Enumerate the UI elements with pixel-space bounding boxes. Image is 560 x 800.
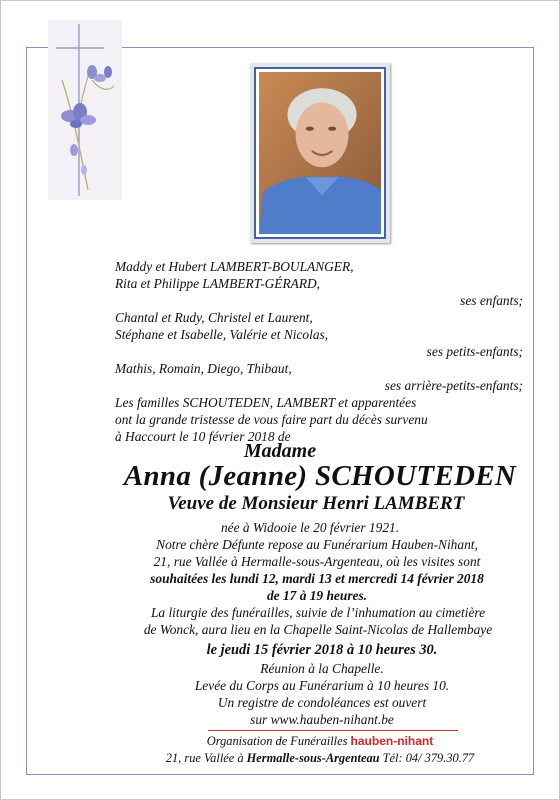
register-line-1: Un registre de condoléances est ouvert: [217, 695, 427, 710]
families-line-3: à Haccourt le 10 février 2018 de: [115, 429, 291, 444]
footer-brand: hauben-nihant: [350, 734, 434, 748]
family-children-line-1: Maddy et Hubert LAMBERT-BOULANGER,: [115, 259, 354, 274]
grandchildren-role: ses petits-enfants;: [426, 344, 523, 359]
portrait-photo: [259, 72, 381, 234]
families-line-1: Les familles SCHOUTEDEN, LAMBERT et apparentées: [115, 395, 417, 410]
rest-line-1: Notre chère Défunte repose au Funérarium Hauben-Nihant,: [156, 537, 478, 552]
greatgrandchildren-line-1: Mathis, Romain, Diego, Thibaut,: [115, 361, 292, 376]
greatgrandchildren-role: ses arrière-petits-enfants;: [384, 378, 523, 393]
liturgy-line-2: de Wonck, aura lieu en la Chapelle Saint-Nicolas de Hallembaye: [143, 622, 493, 637]
footer-phone: Tél: 04/ 379.30.77: [382, 751, 475, 765]
footer-address: [0, 751, 560, 766]
grandchildren-line-2: Stéphane et Isabelle, Valérie et Nicolas,: [115, 327, 329, 342]
portrait-photo-frame: [254, 67, 386, 239]
deceased-widow-of: Veuve de Monsieur Henri LAMBERT: [167, 493, 465, 514]
funeral-date: le jeudi 15 février 2018 à 10 heures 30.: [206, 642, 438, 658]
liturgy-line-1: La liturgie des funérailles, suivie de l’inhumation au cimetière: [150, 605, 486, 620]
footer-organisation-label: Organisation de Funérailles: [206, 734, 348, 748]
deceased-born: née à Widooie le 20 février 1921.: [220, 520, 400, 535]
deceased-title: Madame: [243, 440, 317, 462]
register-line-2: sur www.hauben-nihant.be: [250, 712, 394, 727]
footer-address-prefix: 21, rue Vallée à: [165, 751, 244, 765]
footer-organisation: [0, 734, 560, 749]
grandchildren-line-1: Chantal et Rudy, Christel et Laurent,: [115, 310, 313, 325]
deceased-name: Anna (Jeanne) SCHOUTEDEN: [123, 460, 517, 492]
family-children-line-2: Rita et Philippe LAMBERT-GÉRARD,: [115, 276, 321, 291]
families-line-2: ont la grande tristesse de vous faire part du décès survenu: [115, 412, 428, 427]
footer-divider: [208, 730, 458, 731]
visits-line-2: de 17 à 19 heures.: [266, 588, 368, 603]
departure-line: Levée du Corps au Funérarium à 10 heures 10.: [194, 678, 450, 693]
visits-line-1: souhaitées les lundi 12, mardi 13 et mercredi 14 février 2018: [150, 571, 484, 586]
portrait-photo-mat: [250, 63, 390, 243]
meeting-line: Réunion à la Chapelle.: [260, 661, 384, 676]
footer-address-town: Hermalle-sous-Argenteau: [246, 751, 380, 765]
children-role: ses enfants;: [460, 293, 523, 308]
cross-flower-decoration: [48, 20, 122, 200]
rest-line-2: 21, rue Vallée à Hermalle-sous-Argenteau, où les visites sont: [153, 554, 481, 569]
